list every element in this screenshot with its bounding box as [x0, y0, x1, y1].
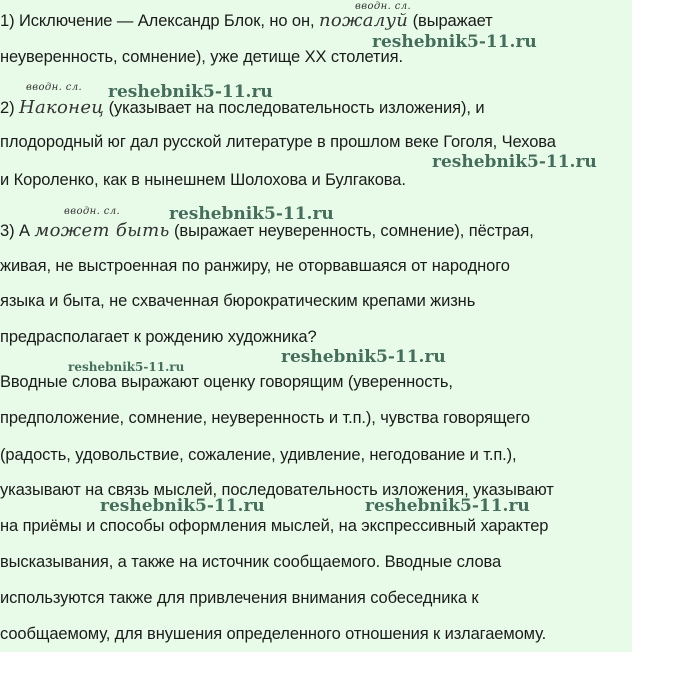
- watermark: reshebnik5-11.ru: [432, 152, 597, 172]
- watermark: reshebnik5-11.ru: [108, 82, 273, 102]
- theory-line: указывают на связь мыслей, последовательность изложения, указывают: [0, 481, 554, 499]
- example-3-line-1: 3) А может быть (выражает неуверенность, сомнение), пёстрая,: [0, 220, 534, 241]
- intro-word-note: вводн. сл.: [64, 206, 121, 217]
- handwritten-intro-word: пожалуй: [318, 10, 409, 31]
- theory-line: предположение, сомнение, неуверенность и т.п.), чувства говорящего: [0, 409, 530, 427]
- example-3-line-3: языка и быта, не схваченная бюрократическим крепами жизнь: [0, 292, 476, 310]
- example-3-line-2: живая, не выстроенная по ранжиру, не оторвавшаяся от народного: [0, 257, 510, 275]
- watermark: reshebnik5-11.ru: [365, 496, 530, 516]
- intro-word-note: вводн. сл.: [26, 82, 83, 93]
- handwritten-intro-word: может быть: [34, 220, 170, 241]
- watermark: reshebnik5-11.ru: [372, 32, 537, 52]
- handwritten-intro-word: Наконец: [18, 97, 105, 118]
- watermark: reshebnik5-11.ru: [281, 347, 446, 367]
- watermark: reshebnik5-11.ru: [68, 360, 185, 374]
- theory-line: используются также для привлечения внимания собеседника к: [0, 589, 479, 607]
- intro-word-note: вводн. сл.: [355, 1, 412, 12]
- theory-line: высказывания, а также на источник сообщаемого. Вводные слова: [0, 553, 502, 571]
- example-2-line-2: плодородный юг дал русской литературе в прошлом веке Гоголя, Чехова: [0, 133, 556, 151]
- example-2-line-1: 2) Наконец (указывает на последовательность изложения), и: [0, 97, 485, 118]
- example-2-line-3: и Короленко, как в нынешнем Шолохова и Булгакова.: [0, 171, 406, 189]
- theory-line: Вводные слова выражают оценку говорящим (уверенность,: [0, 373, 453, 391]
- watermark: reshebnik5-11.ru: [169, 204, 334, 224]
- theory-line: (радость, удовольствие, сожаление, удивление, негодование и т.п.),: [0, 446, 517, 464]
- example-1-line-1: 1) Исключение — Александр Блок, но он, пожалуй (выражает: [0, 10, 493, 31]
- watermark: reshebnik5-11.ru: [100, 496, 265, 516]
- example-1-line-2: неуверенность, сомнение), уже детище XX столетия.: [0, 48, 403, 66]
- example-3-line-4: предрасполагает к рождению художника?: [0, 328, 317, 346]
- theory-line: сообщаемому, для внушения определенного отношения к излагаемому.: [0, 625, 547, 643]
- theory-line: на приёмы и способы оформления мыслей, на экспрессивный характер: [0, 517, 549, 535]
